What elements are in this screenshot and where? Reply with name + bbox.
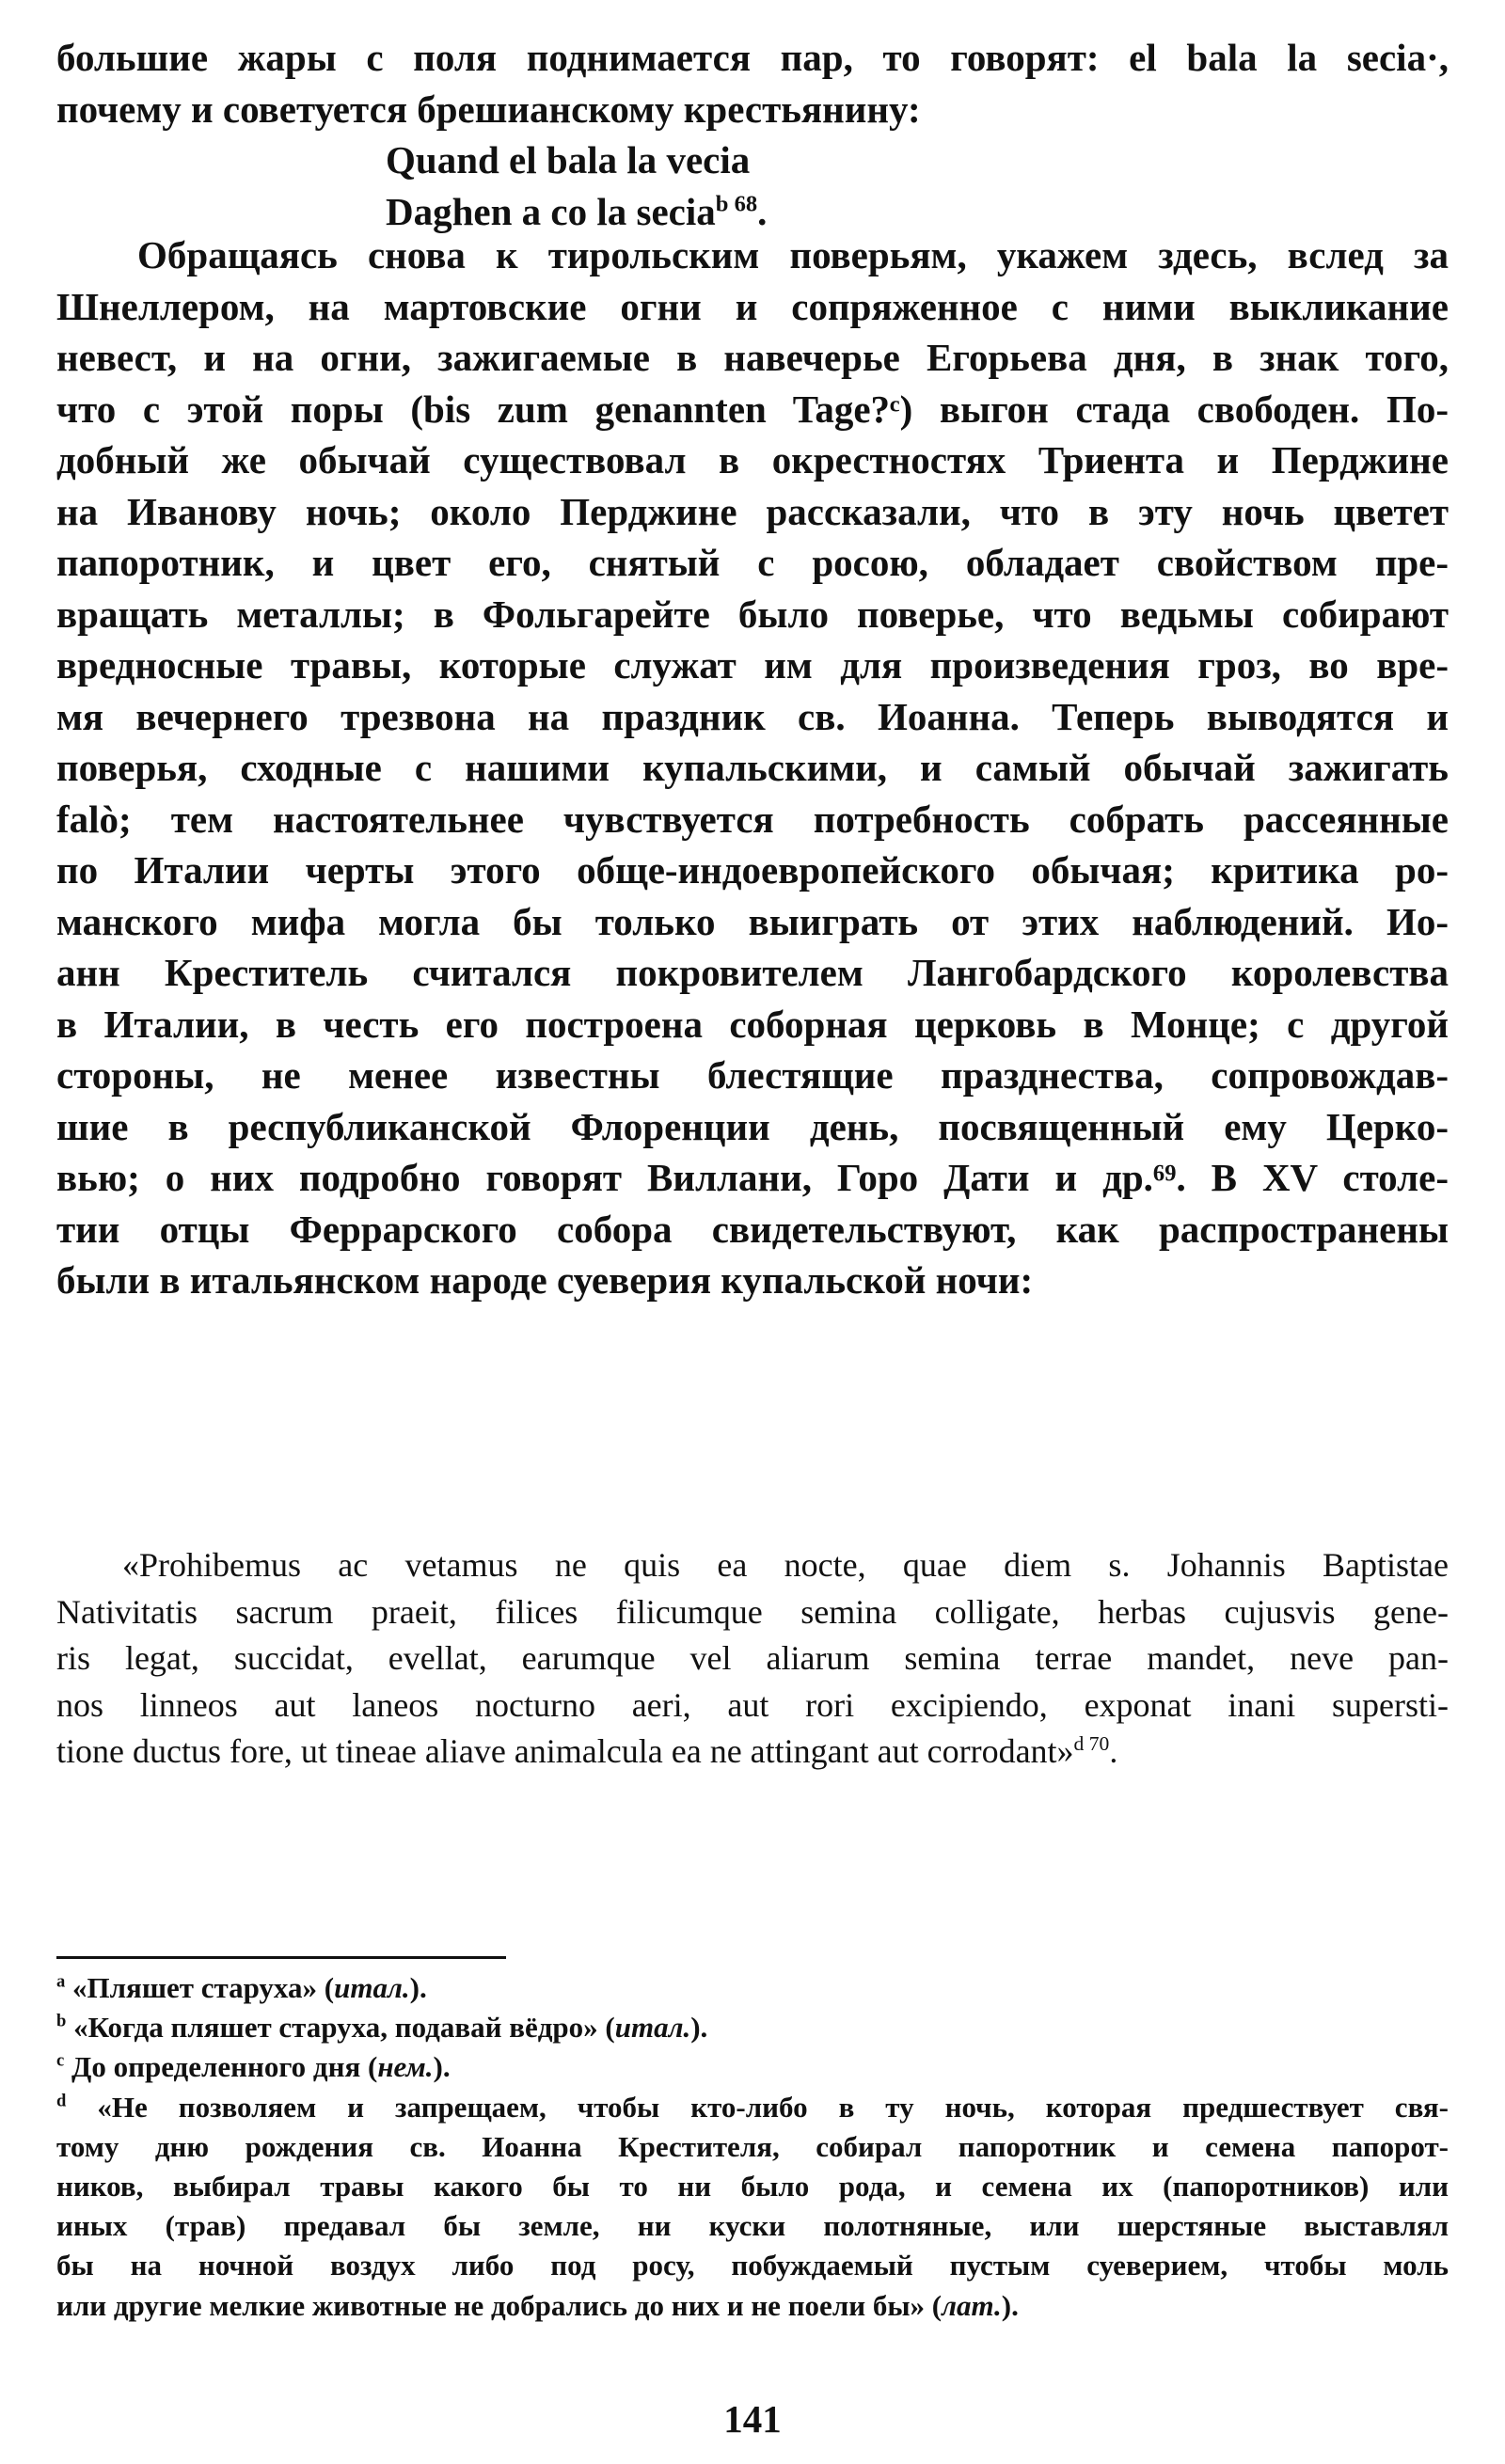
text-line: вредносные травы, которые служат им для произведения гроз, во вре- bbox=[56, 643, 1449, 687]
text-line: невест, и на огни, зажигаемые в навечерье Егорьева дня, в знак того, bbox=[56, 336, 1449, 379]
footnote-d bbox=[56, 2088, 1449, 2127]
verse-end-punct: . bbox=[757, 189, 768, 233]
footnote-close: ). bbox=[409, 1971, 427, 2004]
text-line: Шнеллером, на мартовские огни и сопряженное с ними выкликание bbox=[56, 284, 1449, 328]
footnote-text: «Когда пляшет старуха, подавай вёдро» bbox=[73, 2011, 598, 2045]
page-number: 141 bbox=[723, 2397, 782, 2440]
text-line: манского мифа могла бы только выиграть от этих наблюдений. Ио- bbox=[56, 899, 1449, 943]
footnote-text: «Не позволяем и запрещаем, чтобы кто-либо в ту ночь, которая предшествует свя- bbox=[97, 2090, 1449, 2124]
footnote-close: ). bbox=[690, 2011, 708, 2045]
text-line: почему и советуется брешианскому крестьянину: bbox=[56, 87, 921, 131]
text-line: на Иванову ночь; около Перджине рассказали, что в эту ночь цветет bbox=[56, 489, 1449, 533]
footnote-b: $^b$ «Когда пляшет старуха, подавай вёдро» (итал.). bbox=[56, 2011, 708, 2045]
text-line: тии отцы Феррарского собора свидетельствуют, как распространены bbox=[56, 1207, 1449, 1251]
footnote-line: или другие мелкие животные не добрались до них и не поели бы» (лат.). bbox=[56, 2288, 1019, 2322]
text-line: что с этой поры (bis zum genannten Tage?ᶜ) выгон стада свободен. По- bbox=[56, 387, 1449, 431]
footnote-text: или другие мелкие животные не добрались до них и не поели бы» bbox=[56, 2288, 926, 2322]
footnote-a: $^a$ «Пляшет старуха» (итал.). bbox=[56, 1971, 427, 2004]
quote-end-punct: . bbox=[1109, 1732, 1118, 1770]
quote-line: ris legat, succidat, evellat, earumque vel aliarum semina terrae mandet, neve pan- bbox=[56, 1639, 1449, 1677]
latin-quote bbox=[56, 1542, 1449, 1776]
footnotes bbox=[56, 1968, 1449, 2326]
text-line: по Италии черты этого обще-индоевропейского обычая; критика ро- bbox=[56, 848, 1449, 892]
footnote-ref: d 70 bbox=[1073, 1732, 1110, 1755]
text-line: Обращаясь снова к тирольским поверьям, укажем здесь, вслед за bbox=[137, 233, 1449, 276]
text-line: папоротник, и цвет его, снятый с росою, обладает свойством пре- bbox=[56, 541, 1449, 584]
text-line: добный же обычай существовал в окрестностях Триента и Перджине bbox=[56, 438, 1449, 482]
footnote-close: ). bbox=[1001, 2288, 1019, 2322]
quote-line: «Prohibemus ac vetamus ne quis ea nocte, quae diem s. Johannis Baptistae bbox=[122, 1546, 1449, 1584]
quote-line: Nativitatis sacrum praeit, filices filicumque semina colligate, herbas cujusvis gene- bbox=[56, 1592, 1449, 1631]
text-line: вью; о них подробно говорят Виллани, Горо Дати и др.⁶⁹. В XV столе- bbox=[56, 1156, 1449, 1199]
text-line: шие в республиканской Флоренции день, посвященный ему Церко- bbox=[56, 1104, 1449, 1148]
footnote-lang: итал. bbox=[334, 1971, 410, 2004]
footnote-text: «Пляшет старуха» bbox=[72, 1971, 318, 2004]
footnote-divider bbox=[56, 1956, 506, 1959]
text-line: мя вечернего трезвона на праздник св. Иоанна. Теперь выводятся и bbox=[56, 694, 1449, 738]
footnote-c: $^c$ До определенного дня (нем.). bbox=[56, 2050, 451, 2084]
intro-text bbox=[56, 32, 1449, 134]
footnote-lang: итал. bbox=[614, 2011, 691, 2045]
footnote-line: иных (трав) предавал бы земле, ни куски полотняные, или шерстяные выставлял bbox=[56, 2209, 1449, 2243]
verse-line-text: Daghen a co la secia bbox=[386, 189, 716, 233]
footnote-ref: b 68 bbox=[715, 190, 758, 216]
footnote-lang: лат. bbox=[942, 2288, 1002, 2322]
quote-line-text: tione ductus fore, ut tineae aliave animalcula ea ne attingant aut corrodant» bbox=[56, 1732, 1074, 1770]
text-line: falò; тем настоятельнее чувствуется потребность собрать рассеянные bbox=[56, 797, 1449, 841]
footnote-line: тому дню рождения св. Иоанна Крестителя, собирал папоротник и семена папорот- bbox=[56, 2129, 1449, 2163]
footnote-mark: c bbox=[56, 2051, 65, 2072]
footnote-mark: a bbox=[56, 1971, 66, 1992]
quote-line bbox=[56, 1729, 1449, 1776]
footnote-line: ников, выбирал травы какого бы то ни было рода, и семена их (папоротников) или bbox=[56, 2170, 1449, 2203]
footnote-line: бы на ночной воздух либо под росу, побуждаемый пустым суеверием, чтобы моль bbox=[56, 2249, 1449, 2282]
text-line: анн Креститель считался покровителем Лангобардского королевства bbox=[56, 951, 1449, 994]
footnote-mark: d bbox=[56, 2091, 67, 2111]
text-line: вращать металлы; в Фольгарейте было поверье, что ведьмы собирают bbox=[56, 592, 1449, 636]
main-paragraph bbox=[56, 229, 1449, 1306]
footnote-mark: b bbox=[56, 2011, 67, 2031]
verse-line: Quand el bala la vecia bbox=[386, 138, 751, 182]
text-line: большие жары с поля поднимается пар, то говорят: el bala la secia·, bbox=[56, 36, 1449, 79]
footnote-close: ). bbox=[433, 2050, 451, 2084]
quote-line: nos linneos aut laneos nocturno aeri, aut rori excipiendo, exponat inani supersti- bbox=[56, 1685, 1449, 1724]
text-line: поверья, сходные с нашими купальскими, и самый обычай зажигать bbox=[56, 746, 1449, 789]
text-line: в Италии, в честь его построена соборная церковь в Монце; с другой bbox=[56, 1002, 1449, 1046]
footnote-text: До определенного дня bbox=[71, 2050, 361, 2084]
text-line: были в итальянском народе суеверия купальской ночи: bbox=[56, 1258, 1034, 1302]
footnote-lang: нем. bbox=[377, 2050, 434, 2084]
text-line: стороны, не менее известны блестящие празднества, сопровождав- bbox=[56, 1053, 1449, 1097]
verse-quote bbox=[386, 134, 767, 237]
